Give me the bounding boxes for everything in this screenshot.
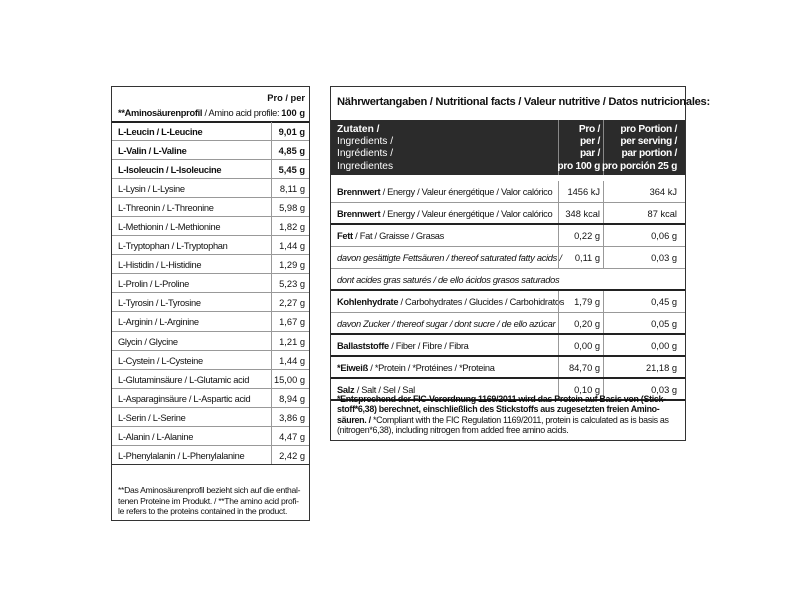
value-per-100g: 0,20 g <box>574 319 600 329</box>
amino-profile-row <box>112 105 309 123</box>
nutrient-label: *Eiweiß / *Protein / *Protéines / *Proteina <box>337 363 495 373</box>
amino-acid-name: L-Prolin / L-Proline <box>118 279 189 290</box>
amino-row <box>112 351 309 370</box>
value-per-serving: 87 kcal <box>647 209 677 219</box>
nutrition-rows <box>331 181 685 401</box>
amino-row <box>112 389 309 408</box>
nutrition-row <box>331 247 685 269</box>
amino-acid-value: 1,44 g <box>279 241 305 252</box>
amino-acid-value: 2,42 g <box>279 450 305 461</box>
amino-row <box>112 255 309 274</box>
nutrition-row <box>331 291 685 313</box>
value-per-serving: 0,00 g <box>651 341 677 351</box>
amino-acid-name: L-Glutaminsäure / L-Glutamic acid <box>118 374 250 385</box>
amino-acid-value: 5,98 g <box>279 203 305 214</box>
nutrition-row <box>331 335 685 357</box>
amino-acid-name: L-Valin / L-Valine <box>118 146 187 157</box>
nutrition-table <box>330 86 710 441</box>
value-per-100g: 348 kcal <box>565 209 600 219</box>
amino-acid-value: 15,00 g <box>273 374 305 385</box>
amino-profile-label: **Aminosäurenprofil / Amino acid profile: <box>118 108 280 118</box>
amino-row <box>112 122 309 141</box>
amino-acid-value: 1,21 g <box>279 336 305 347</box>
nutrient-label: Kohlenhydrate / Carbohydrates / Glucides / Carbohidratos <box>337 297 565 307</box>
nutrient-label: davon gesättigte Fettsäuren / thereof saturated fatty acids / <box>337 253 562 263</box>
amino-row <box>112 408 309 427</box>
amino-acid-name: L-Methionin / L-Methionine <box>118 222 221 233</box>
amino-row <box>112 198 309 217</box>
nutrition-footnote: *Entsprechend der FIC-Verordnung 1169/2011 wird das Protein auf Basis von (Stick- stoff*6,38) berechnet, einschließlich des Stickstoffs aus zugesetzten freien Amino- säuren. / *Compliant with the FIC Regulation 1169/2011, protein is calculated as is basis as (nitrogen*6,38), including nitrogen from added free amino acids. <box>337 394 669 436</box>
header-per-100g: Pro / per / par / pro 100 g <box>557 124 600 172</box>
value-per-100g: 0,11 g <box>574 253 600 263</box>
amino-acid-name: L-Arginin / L-Arginine <box>118 317 199 328</box>
value-per-100g: 84,70 g <box>568 363 600 373</box>
amino-acid-name: L-Histidin / L-Histidine <box>118 260 202 271</box>
value-per-serving: 0,03 g <box>651 385 677 395</box>
amino-acid-name: L-Serin / L-Serine <box>118 412 186 423</box>
value-per-serving: 0,45 g <box>651 297 677 307</box>
amino-footnote: **Das Aminosäurenprofil bezieht sich auf die enthal- tenen Proteine im Produkt. / **The amino acid profi- le refers to the proteins contained in the product. <box>118 485 301 516</box>
nutrition-row <box>331 313 685 335</box>
amino-acid-value: 8,94 g <box>279 393 305 404</box>
amino-acid-value: 5,23 g <box>279 279 305 290</box>
nutrient-label: davon Zucker / thereof sugar / dont sucre / de ello azúcar <box>337 319 556 329</box>
amino-row <box>112 293 309 312</box>
amino-row <box>112 160 309 179</box>
amino-acid-name: L-Tyrosin / L-Tyrosine <box>118 298 201 309</box>
nutrient-label: Brennwert / Energy / Valeur énergétique / Valor calórico <box>337 209 553 219</box>
amino-acid-name: L-Alanin / L-Alanine <box>118 431 194 442</box>
amino-acid-name: L-Isoleucin / L-Isoleucine <box>118 165 222 176</box>
amino-row <box>112 370 309 389</box>
amino-row <box>112 332 309 351</box>
amino-acid-name: L-Leucin / L-Leucine <box>118 127 203 137</box>
value-per-100g: 1,79 g <box>574 297 600 307</box>
value-per-100g: 0,00 g <box>574 341 600 351</box>
nutrition-row <box>331 269 685 291</box>
amino-acid-value: 8,11 g <box>279 184 305 195</box>
header-ingredients: Zutaten / Ingredients / Ingrédients / Ingredientes <box>337 124 394 172</box>
value-per-100g: 0,10 g <box>574 385 600 395</box>
nutrient-label: Salz / Salt / Sel / Sal <box>337 385 415 395</box>
amino-acid-name: L-Cystein / L-Cysteine <box>118 355 203 366</box>
amino-acid-value: 3,86 g <box>279 412 305 423</box>
amino-acid-name: L-Asparaginsäure / L-Aspartic acid <box>118 393 251 404</box>
amino-acid-value: 9,01 g <box>278 127 305 137</box>
amino-acid-value: 1,29 g <box>279 260 305 271</box>
amino-col-header: Pro / per <box>267 93 305 103</box>
amino-row <box>112 312 309 331</box>
amino-rows <box>112 122 309 465</box>
amino-acid-value: 2,27 g <box>279 298 305 309</box>
value-per-100g: 0,22 g <box>574 231 600 241</box>
amino-row <box>112 236 309 255</box>
amino-row <box>112 179 309 198</box>
amino-acid-name: L-Threonin / L-Threonine <box>118 203 214 214</box>
value-per-100g: 1456 kJ <box>567 187 600 197</box>
amino-acid-value: 1,82 g <box>279 222 305 233</box>
amino-amount-header: 100 g <box>281 108 305 118</box>
nutrition-row <box>331 203 685 225</box>
value-per-serving: 364 kJ <box>649 187 677 197</box>
amino-header-row <box>112 87 309 105</box>
amino-row <box>112 446 309 465</box>
nutrition-row <box>331 181 685 203</box>
amino-row <box>112 274 309 293</box>
amino-acid-name: L-Phenylalanin / L-Phenylalanine <box>118 450 245 461</box>
nutrition-row <box>331 357 685 379</box>
amino-acid-name: L-Lysin / L-Lysine <box>118 184 185 195</box>
amino-acid-value: 1,44 g <box>279 355 305 366</box>
amino-acid-value: 4,47 g <box>279 431 305 442</box>
nutrition-title: Nährwertangaben / Nutritional facts / Valeur nutritive / Datos nutricionales: <box>337 96 710 108</box>
amino-acid-name: L-Tryptophan / L-Tryptophan <box>118 241 228 252</box>
amino-acid-value: 1,67 g <box>279 317 305 328</box>
value-per-serving: 21,18 g <box>645 363 677 373</box>
value-per-serving: 0,03 g <box>651 253 677 263</box>
amino-row <box>112 427 309 446</box>
amino-acid-table <box>111 86 310 521</box>
amino-acid-value: 5,45 g <box>278 165 305 176</box>
amino-row <box>112 217 309 236</box>
nutrient-label: Fett / Fat / Graisse / Grasas <box>337 231 445 241</box>
nutrient-label: Brennwert / Energy / Valeur énergétique / Valor calórico <box>337 187 553 197</box>
nutrition-header <box>331 120 685 175</box>
amino-acid-name: Glycin / Glycine <box>118 336 178 347</box>
nutrition-row <box>331 225 685 247</box>
nutrient-label: dont acides gras saturés / de ello ácidos grasos saturados <box>337 275 560 285</box>
nutrient-label: Ballaststoffe / Fiber / Fibre / Fibra <box>337 341 469 351</box>
value-per-serving: 0,05 g <box>651 319 677 329</box>
amino-acid-value: 4,85 g <box>278 146 305 157</box>
amino-row <box>112 141 309 160</box>
header-per-serving: pro Portion / per serving / par portion / pro porción 25 g <box>601 124 677 172</box>
value-per-serving: 0,06 g <box>651 231 677 241</box>
